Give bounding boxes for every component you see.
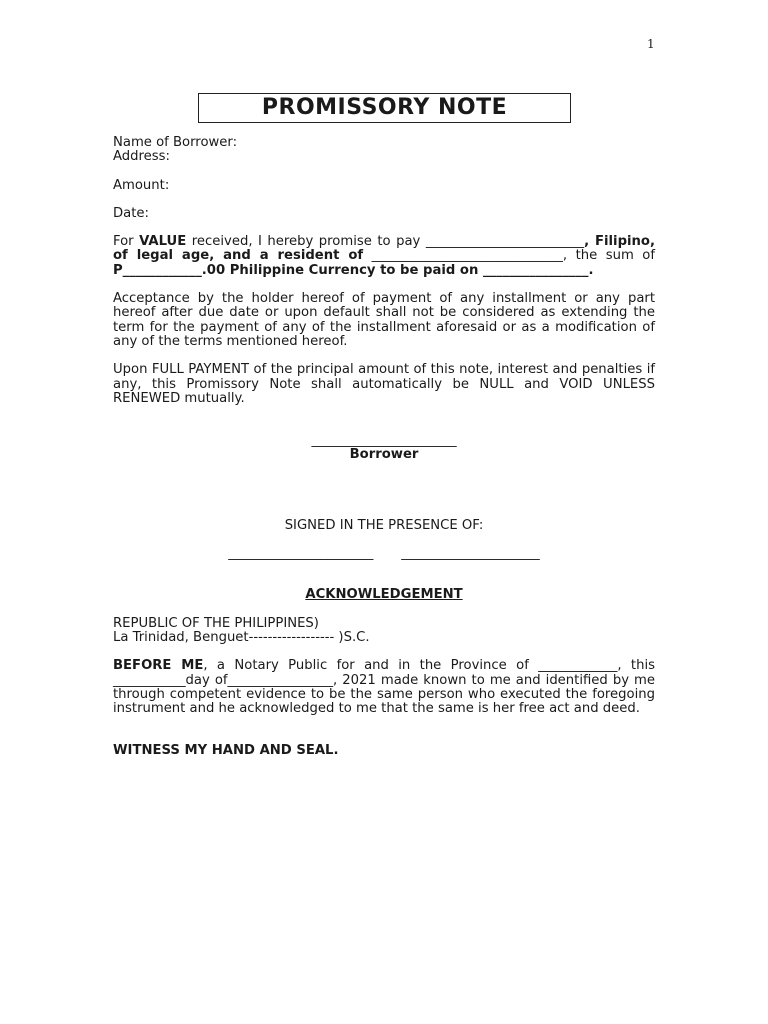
borrower-signature-label: Borrower bbox=[349, 447, 419, 463]
witness-lines bbox=[113, 547, 655, 561]
promise-paragraph bbox=[113, 235, 655, 278]
amount-label: Amount: bbox=[113, 177, 170, 193]
witness-line-2: _____________________ bbox=[401, 546, 540, 562]
acknowledgement-title: ACKNOWLEDGEMENT bbox=[305, 587, 463, 603]
witness-line-1: ______________________ bbox=[228, 546, 374, 562]
acceptance-paragraph: Acceptance by the holder hereof of payment of any installment or any part hereof after due date or upon default shall not be considered as extending the term for the payment of any of the installment aforesaid or as a modification of any of the terms mentioned hereof. bbox=[113, 291, 655, 349]
notary-text: , a Notary Public for and in the Province of ____________, this ___________day of________________, 2021 made known to me and identified by me through competent evidence to be the same person who executed the foregoing instrument and he acknowledged to me that the same is her free act and deed. bbox=[113, 658, 655, 717]
borrower-signature-block bbox=[113, 434, 655, 463]
notary-paragraph bbox=[113, 659, 655, 716]
witness-seal-line: WITNESS MY HAND AND SEAL. bbox=[113, 743, 339, 759]
full-payment-paragraph: Upon FULL PAYMENT of the principal amount of this note, interest and penalties if any, this Promissory Note shall automatically be NULL and VOID UNLESS RENEWED mutually. bbox=[113, 362, 655, 406]
venue-line: La Trinidad, Benguet------------------ )S.C. bbox=[113, 629, 370, 645]
promise-value-bold: VALUE bbox=[139, 234, 187, 250]
page-number: 1 bbox=[647, 37, 655, 51]
address-label: Address: bbox=[113, 149, 170, 165]
borrower-signature-line: ______________________ bbox=[311, 433, 457, 449]
promise-sum-bold: P____________.00 Philippine Currency to be paid on ________________. bbox=[113, 262, 594, 278]
republic-line: REPUBLIC OF THE PHILIPPINES) bbox=[113, 615, 319, 631]
promise-text-1: For bbox=[113, 234, 140, 250]
borrower-name-label: Name of Borrower: bbox=[113, 135, 238, 150]
document-body bbox=[113, 136, 655, 759]
presence-label: SIGNED IN THE PRESENCE OF: bbox=[284, 517, 484, 533]
before-me-bold: BEFORE ME bbox=[113, 658, 204, 674]
document-title: PROMISSORY NOTE bbox=[198, 93, 571, 123]
date-label: Date: bbox=[113, 205, 149, 221]
promise-residency-bold: , Filipino, of legal age, and a resident of bbox=[113, 234, 655, 264]
promise-text-3: _____________________________, the sum of bbox=[371, 248, 655, 264]
promise-text-2: received, I hereby promise to pay ________________________ bbox=[186, 234, 585, 250]
